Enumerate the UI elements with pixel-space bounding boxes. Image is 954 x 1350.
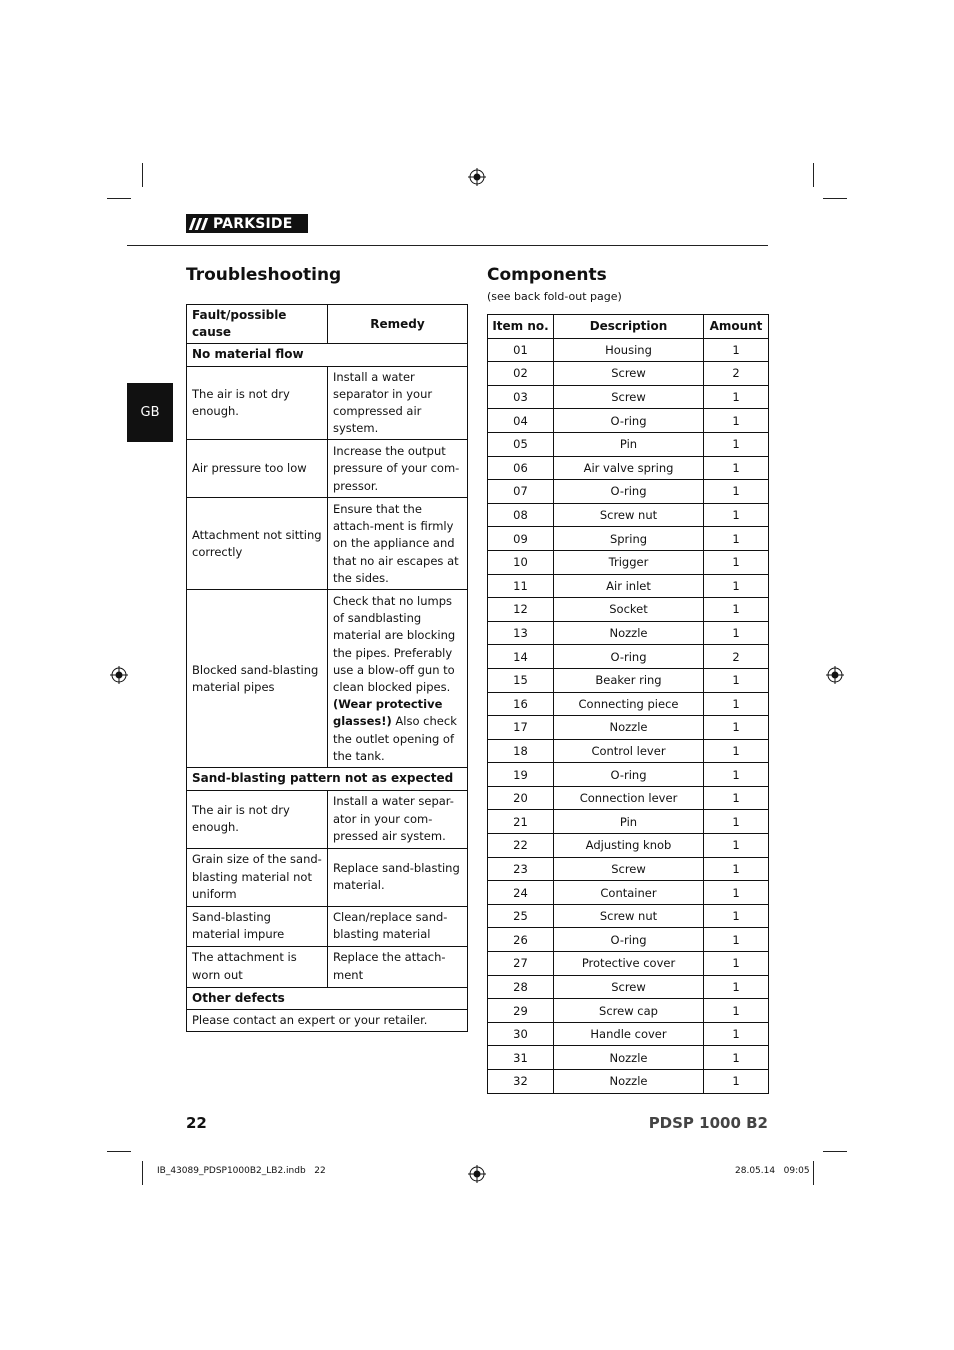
amount-cell: 1 xyxy=(704,456,769,480)
troubleshooting-table xyxy=(186,304,468,1032)
amount-cell: 1 xyxy=(704,904,769,928)
section-title: No material flow xyxy=(187,344,468,366)
table-row xyxy=(488,385,769,409)
column-header-cause: Fault/possible cause xyxy=(187,305,328,344)
table-row xyxy=(187,848,468,906)
table-row xyxy=(488,1022,769,1046)
amount-cell: 1 xyxy=(704,810,769,834)
cause-cell: The air is not dry enough. xyxy=(187,790,328,848)
table-row xyxy=(187,946,468,987)
components-subtitle: (see back fold-out page) xyxy=(487,290,622,303)
table-row xyxy=(488,716,769,740)
column-header-item: Item no. xyxy=(488,315,554,339)
table-row xyxy=(488,904,769,928)
item-number-cell: 28 xyxy=(488,975,554,999)
crop-mark xyxy=(823,198,847,199)
amount-cell: 1 xyxy=(704,409,769,433)
amount-cell: 1 xyxy=(704,668,769,692)
remedy-cell: Replace the attach-ment xyxy=(328,946,468,987)
amount-cell: 2 xyxy=(704,362,769,386)
description-cell: Housing xyxy=(554,338,704,362)
description-cell: Protective cover xyxy=(554,952,704,976)
logo-stripes-icon xyxy=(191,218,209,230)
column-header-description: Description xyxy=(554,315,704,339)
table-row xyxy=(488,645,769,669)
table-row xyxy=(488,786,769,810)
description-cell: Beaker ring xyxy=(554,668,704,692)
item-number-cell: 22 xyxy=(488,834,554,858)
table-row xyxy=(488,574,769,598)
table-row xyxy=(488,952,769,976)
amount-cell: 1 xyxy=(704,999,769,1023)
description-cell: Socket xyxy=(554,598,704,622)
table-row xyxy=(488,409,769,433)
note-cell: Please contact an expert or your retailer. xyxy=(187,1009,468,1031)
description-cell: Air inlet xyxy=(554,574,704,598)
amount-cell: 1 xyxy=(704,385,769,409)
table-row xyxy=(488,810,769,834)
amount-cell: 1 xyxy=(704,527,769,551)
description-cell: Screw xyxy=(554,857,704,881)
model-name: PDSP 1000 B2 xyxy=(648,1114,768,1132)
table-row xyxy=(187,366,468,440)
file-info: IB_43089_PDSP1000B2_LB2.indb 22 xyxy=(157,1166,326,1176)
section-title: Sand-blasting pattern not as expected xyxy=(187,768,468,790)
remedy-text: Check that no lumps of sandblasting material are blocking the pipes. Preferably use a blow-off gun to clean blocked pipes. xyxy=(333,593,456,694)
item-number-cell: 11 xyxy=(488,574,554,598)
crop-mark xyxy=(813,1161,814,1185)
amount-cell: 1 xyxy=(704,786,769,810)
table-row xyxy=(488,999,769,1023)
description-cell: Connecting piece xyxy=(554,692,704,716)
amount-cell: 2 xyxy=(704,645,769,669)
amount-cell: 1 xyxy=(704,338,769,362)
table-row xyxy=(488,928,769,952)
components-title: Components xyxy=(487,265,607,285)
description-cell: O-ring xyxy=(554,928,704,952)
column-header-amount: Amount xyxy=(704,315,769,339)
description-cell: Nozzle xyxy=(554,621,704,645)
cause-cell: Grain size of the sand-blasting material not uniform xyxy=(187,848,328,906)
remedy-cell: Install a water separator in your compressed air system. xyxy=(328,366,468,440)
remedy-cell: Replace sand-blasting material. xyxy=(328,848,468,906)
table-row xyxy=(488,763,769,787)
amount-cell: 1 xyxy=(704,432,769,456)
table-row xyxy=(187,590,468,768)
item-number-cell: 24 xyxy=(488,881,554,905)
troubleshooting-title: Troubleshooting xyxy=(186,265,342,285)
crop-mark xyxy=(813,163,814,187)
item-number-cell: 14 xyxy=(488,645,554,669)
description-cell: Pin xyxy=(554,432,704,456)
table-row xyxy=(488,432,769,456)
table-row xyxy=(187,498,468,590)
table-row xyxy=(488,527,769,551)
description-cell: Connection lever xyxy=(554,786,704,810)
table-row xyxy=(488,598,769,622)
amount-cell: 1 xyxy=(704,763,769,787)
description-cell: Nozzle xyxy=(554,716,704,740)
amount-cell: 1 xyxy=(704,621,769,645)
section-row xyxy=(187,344,468,366)
column-header-remedy: Remedy xyxy=(328,305,468,344)
language-tab: GB xyxy=(127,383,173,442)
description-cell: Trigger xyxy=(554,550,704,574)
registration-mark-icon xyxy=(468,168,486,186)
table-row xyxy=(488,456,769,480)
amount-cell: 1 xyxy=(704,834,769,858)
item-number-cell: 30 xyxy=(488,1022,554,1046)
item-number-cell: 12 xyxy=(488,598,554,622)
amount-cell: 1 xyxy=(704,739,769,763)
crop-mark xyxy=(107,198,131,199)
cause-cell: Sand-blasting material impure xyxy=(187,906,328,946)
crop-mark xyxy=(107,1151,131,1152)
description-cell: Air valve spring xyxy=(554,456,704,480)
item-number-cell: 16 xyxy=(488,692,554,716)
amount-cell: 1 xyxy=(704,598,769,622)
item-number-cell: 17 xyxy=(488,716,554,740)
registration-mark-icon xyxy=(110,666,128,684)
table-row xyxy=(187,1009,468,1031)
description-cell: Nozzle xyxy=(554,1046,704,1070)
print-date: 28.05.14 09:05 xyxy=(735,1166,810,1176)
item-number-cell: 25 xyxy=(488,904,554,928)
table-header-row xyxy=(488,315,769,339)
table-row xyxy=(488,550,769,574)
item-number-cell: 09 xyxy=(488,527,554,551)
description-cell: Screw xyxy=(554,975,704,999)
description-cell: O-ring xyxy=(554,480,704,504)
remedy-cell: Increase the output pressure of your com-pressor. xyxy=(328,440,468,498)
remedy-cell xyxy=(328,590,468,768)
amount-cell: 1 xyxy=(704,480,769,504)
table-row xyxy=(488,503,769,527)
table-header-row xyxy=(187,305,468,344)
item-number-cell: 03 xyxy=(488,385,554,409)
registration-mark-icon xyxy=(468,1165,486,1183)
table-row xyxy=(488,739,769,763)
amount-cell: 1 xyxy=(704,952,769,976)
crop-mark xyxy=(142,1161,143,1185)
remedy-text-tail: Also check the outlet opening of the tank. xyxy=(333,714,457,763)
item-number-cell: 05 xyxy=(488,432,554,456)
item-number-cell: 15 xyxy=(488,668,554,692)
amount-cell: 1 xyxy=(704,881,769,905)
amount-cell: 1 xyxy=(704,1046,769,1070)
amount-cell: 1 xyxy=(704,975,769,999)
amount-cell: 1 xyxy=(704,1070,769,1094)
table-row xyxy=(488,480,769,504)
description-cell: Screw xyxy=(554,385,704,409)
item-number-cell: 06 xyxy=(488,456,554,480)
item-number-cell: 31 xyxy=(488,1046,554,1070)
description-cell: Control lever xyxy=(554,739,704,763)
table-row xyxy=(488,692,769,716)
item-number-cell: 29 xyxy=(488,999,554,1023)
page-number: 22 xyxy=(186,1114,207,1132)
table-row xyxy=(187,440,468,498)
remedy-cell: Ensure that the attach-ment is firmly on the appliance and that no air escapes at the sides. xyxy=(328,498,468,590)
amount-cell: 1 xyxy=(704,692,769,716)
item-number-cell: 04 xyxy=(488,409,554,433)
item-number-cell: 19 xyxy=(488,763,554,787)
cause-cell: Blocked sand-blasting material pipes xyxy=(187,590,328,768)
description-cell: Nozzle xyxy=(554,1070,704,1094)
cause-cell: Attachment not sitting correctly xyxy=(187,498,328,590)
table-row xyxy=(488,362,769,386)
table-row xyxy=(488,857,769,881)
description-cell: Screw cap xyxy=(554,999,704,1023)
table-row xyxy=(488,1070,769,1094)
item-number-cell: 27 xyxy=(488,952,554,976)
logo-text: PARKSIDE xyxy=(213,215,293,232)
description-cell: O-ring xyxy=(554,409,704,433)
table-row xyxy=(488,1046,769,1070)
amount-cell: 1 xyxy=(704,1022,769,1046)
item-number-cell: 13 xyxy=(488,621,554,645)
item-number-cell: 21 xyxy=(488,810,554,834)
table-row xyxy=(488,668,769,692)
description-cell: Screw xyxy=(554,362,704,386)
description-cell: Screw nut xyxy=(554,503,704,527)
description-cell: Pin xyxy=(554,810,704,834)
item-number-cell: 02 xyxy=(488,362,554,386)
cause-cell: The air is not dry enough. xyxy=(187,366,328,440)
amount-cell: 1 xyxy=(704,550,769,574)
table-row xyxy=(488,621,769,645)
components-table xyxy=(487,314,769,1094)
item-number-cell: 07 xyxy=(488,480,554,504)
parkside-logo xyxy=(186,214,308,233)
table-row xyxy=(488,834,769,858)
section-row xyxy=(187,987,468,1009)
table-row xyxy=(488,881,769,905)
amount-cell: 1 xyxy=(704,928,769,952)
header-rule xyxy=(127,245,768,246)
section-title: Other defects xyxy=(187,987,468,1009)
amount-cell: 1 xyxy=(704,503,769,527)
amount-cell: 1 xyxy=(704,857,769,881)
cause-cell: Air pressure too low xyxy=(187,440,328,498)
amount-cell: 1 xyxy=(704,716,769,740)
item-number-cell: 10 xyxy=(488,550,554,574)
description-cell: O-ring xyxy=(554,645,704,669)
description-cell: Screw nut xyxy=(554,904,704,928)
description-cell: O-ring xyxy=(554,763,704,787)
remedy-cell: Clean/replace sand-blasting material xyxy=(328,906,468,946)
section-row xyxy=(187,768,468,790)
table-row xyxy=(187,790,468,848)
item-number-cell: 32 xyxy=(488,1070,554,1094)
item-number-cell: 08 xyxy=(488,503,554,527)
amount-cell: 1 xyxy=(704,574,769,598)
item-number-cell: 23 xyxy=(488,857,554,881)
cause-cell: The attachment is worn out xyxy=(187,946,328,987)
item-number-cell: 01 xyxy=(488,338,554,362)
registration-mark-icon xyxy=(826,666,844,684)
description-cell: Handle cover xyxy=(554,1022,704,1046)
table-row xyxy=(187,906,468,946)
item-number-cell: 18 xyxy=(488,739,554,763)
crop-mark xyxy=(823,1151,847,1152)
remedy-warning: (Wear protective glasses!) xyxy=(333,697,443,729)
table-row xyxy=(488,338,769,362)
table-row xyxy=(488,975,769,999)
item-number-cell: 26 xyxy=(488,928,554,952)
crop-mark xyxy=(142,163,143,187)
item-number-cell: 20 xyxy=(488,786,554,810)
description-cell: Spring xyxy=(554,527,704,551)
description-cell: Container xyxy=(554,881,704,905)
remedy-cell: Install a water separ-ator in your com-pressed air system. xyxy=(328,790,468,848)
description-cell: Adjusting knob xyxy=(554,834,704,858)
